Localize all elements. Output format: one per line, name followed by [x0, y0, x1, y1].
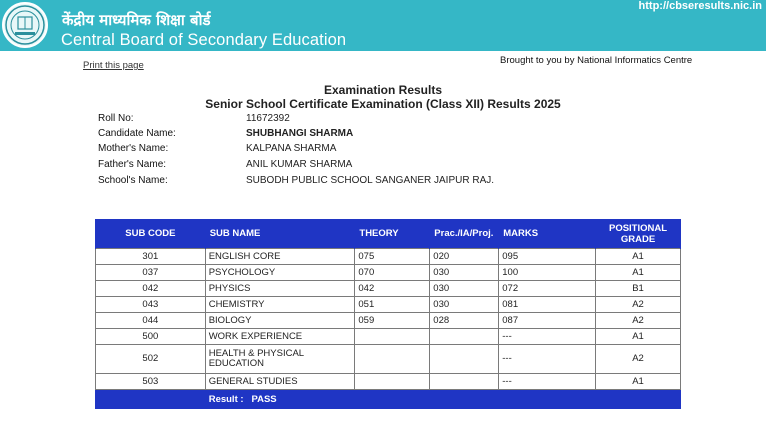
- mother-name-value: KALPANA SHARMA: [246, 143, 337, 154]
- prac-cell: 030: [430, 297, 499, 313]
- result-row: [96, 390, 681, 409]
- header-sub-name: SUB NAME: [205, 219, 355, 249]
- marks-cell: 072: [499, 281, 596, 297]
- candidate-name-label: Candidate Name:: [98, 128, 176, 139]
- result-spacer: [96, 390, 206, 409]
- marks-cell: 081: [499, 297, 596, 313]
- grade-cell: A1: [596, 249, 681, 265]
- marks-cell: 087: [499, 313, 596, 329]
- header-positional-grade: POSITIONAL GRADE: [596, 219, 681, 249]
- marks-cell: 100: [499, 265, 596, 281]
- prac-cell: [430, 374, 499, 390]
- prac-cell: [430, 329, 499, 345]
- marks-cell: ---: [499, 374, 596, 390]
- marks-table: [95, 219, 681, 409]
- result-label: Result :: [208, 393, 244, 405]
- table-row: [96, 265, 681, 281]
- school-name-value: SUBODH PUBLIC SCHOOL SANGANER JAIPUR RAJ.: [246, 175, 495, 186]
- sub-code-cell: 500: [96, 329, 206, 345]
- school-name-label: School's Name:: [98, 175, 168, 186]
- father-name-value: ANIL KUMAR SHARMA: [246, 159, 353, 170]
- table-row: [96, 297, 681, 313]
- prac-cell: 020: [430, 249, 499, 265]
- theory-cell: 042: [355, 281, 430, 297]
- result-cell: [205, 390, 680, 409]
- prac-cell: [430, 345, 499, 374]
- site-header: [0, 0, 766, 51]
- page-title: Examination Results: [323, 83, 443, 97]
- marks-cell: ---: [499, 329, 596, 345]
- sub-code-cell: 044: [96, 313, 206, 329]
- sub-name-cell: ENGLISH CORE: [205, 249, 355, 265]
- roll-no-label: Roll No:: [98, 113, 134, 124]
- theory-cell: [355, 345, 430, 374]
- theory-cell: 070: [355, 265, 430, 281]
- prac-cell: 028: [430, 313, 499, 329]
- roll-no-value: 11672392: [246, 113, 290, 124]
- theory-cell: 059: [355, 313, 430, 329]
- header-marks: MARKS: [499, 219, 596, 249]
- page-subtitle: Senior School Certificate Examination (Class XII) Results 2025: [205, 97, 561, 111]
- marks-cell: ---: [499, 345, 596, 374]
- table-row: [96, 249, 681, 265]
- prac-cell: 030: [430, 281, 499, 297]
- brought-by-text: Brought to you by National Informatics Centre: [500, 55, 693, 66]
- table-row: [96, 329, 681, 345]
- header-theory: THEORY: [355, 219, 430, 249]
- theory-cell: [355, 374, 430, 390]
- theory-cell: 075: [355, 249, 430, 265]
- cbse-emblem-icon: [2, 2, 48, 48]
- result-value: PASS: [251, 393, 277, 405]
- sub-name-cell: WORK EXPERIENCE: [205, 329, 355, 345]
- sub-code-cell: 503: [96, 374, 206, 390]
- sub-code-cell: 043: [96, 297, 206, 313]
- table-row: [96, 313, 681, 329]
- sub-name-cell: HEALTH & PHYSICAL EDUCATION: [205, 345, 355, 374]
- sub-name-cell: PHYSICS: [205, 281, 355, 297]
- hindi-board-title: केंद्रीय माध्यमिक शिक्षा बोर्ड: [62, 11, 211, 29]
- site-url[interactable]: http://cbseresults.nic.in: [638, 0, 762, 12]
- theory-cell: [355, 329, 430, 345]
- sub-name-cell: CHEMISTRY: [205, 297, 355, 313]
- grade-cell: A2: [596, 345, 681, 374]
- grade-cell: A1: [596, 374, 681, 390]
- prac-cell: 030: [430, 265, 499, 281]
- table-row: [96, 374, 681, 390]
- father-name-label: Father's Name:: [98, 159, 167, 170]
- sub-code-cell: 042: [96, 281, 206, 297]
- marks-cell: 095: [499, 249, 596, 265]
- mother-name-label: Mother's Name:: [98, 143, 169, 154]
- grade-cell: A2: [596, 313, 681, 329]
- grade-cell: A2: [596, 297, 681, 313]
- sub-name-cell: GENERAL STUDIES: [205, 374, 355, 390]
- marks-table-header-row: [96, 219, 681, 249]
- theory-cell: 051: [355, 297, 430, 313]
- table-row: [96, 281, 681, 297]
- grade-cell: A1: [596, 265, 681, 281]
- grade-cell: B1: [596, 281, 681, 297]
- sub-code-cell: 037: [96, 265, 206, 281]
- sub-code-cell: 502: [96, 345, 206, 374]
- header-sub-code: SUB CODE: [96, 219, 206, 249]
- candidate-name-value: SHUBHANGI SHARMA: [246, 128, 354, 139]
- sub-code-cell: 301: [96, 249, 206, 265]
- table-row: [96, 345, 681, 374]
- grade-cell: A1: [596, 329, 681, 345]
- print-page-link[interactable]: Print this page: [83, 60, 144, 71]
- header-prac: Prac./IA/Proj.: [430, 219, 499, 249]
- sub-name-cell: PSYCHOLOGY: [205, 265, 355, 281]
- english-board-title: Central Board of Secondary Education: [61, 31, 347, 49]
- sub-name-cell: BIOLOGY: [205, 313, 355, 329]
